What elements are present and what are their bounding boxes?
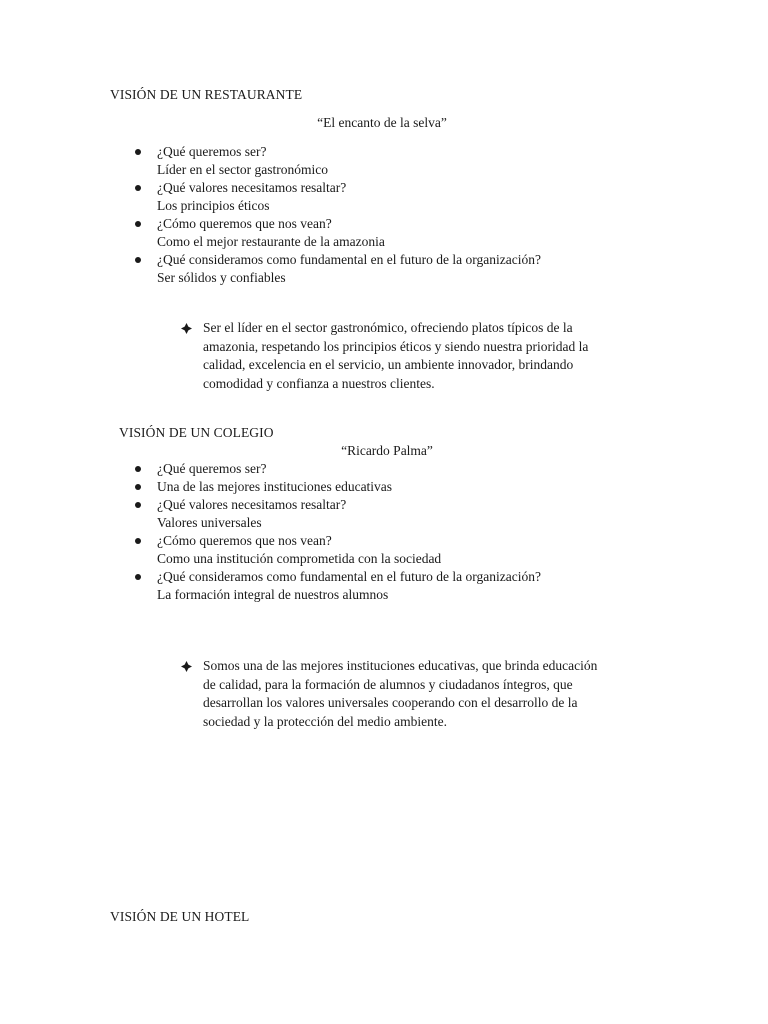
restaurant-subtitle: “El encanto de la selva” (317, 115, 447, 130)
restaurant-vision-paragraph: Ser el líder en el sector gastronómico, ofreciendo platos típicos de la amazonia, respetando los principios éticos y siendo nuestra prioridad la calidad, excelencia en el servicio, un ambiente innovador, brindando comodidad y confianza a nuestros clientes. (203, 319, 588, 393)
diamond-bullet-icon (181, 323, 192, 334)
list-item: ¿Cómo queremos que nos vean? Como una institución comprometida con la sociedad (157, 532, 541, 568)
list-item: ¿Qué consideramos como fundamental en el futuro de la organización? Ser sólidos y confiables (157, 251, 541, 287)
list-item: ¿Qué queremos ser? Líder en el sector gastronómico (157, 143, 541, 179)
school-question-list (157, 460, 541, 604)
school-vision-paragraph: Somos una de las mejores instituciones educativas, que brinda educación de calidad, para la formación de alumnos y ciudadanos íntegros, que desarrollan los valores universales cooperando con el desarrollo de la sociedad y la protección del medio ambiente. (203, 657, 597, 731)
bullet-icon (135, 466, 141, 472)
restaurant-heading: VISIÓN DE UN RESTAURANTE (110, 87, 303, 102)
restaurant-question-list (157, 143, 541, 287)
list-item: ¿Cómo queremos que nos vean? Como el mejor restaurante de la amazonia (157, 215, 541, 251)
list-item: ¿Qué valores necesitamos resaltar? Valores universales (157, 496, 541, 532)
list-item: Una de las mejores instituciones educativas (157, 478, 541, 496)
hotel-heading: VISIÓN DE UN HOTEL (110, 909, 250, 924)
bullet-icon (135, 484, 141, 490)
school-heading: VISIÓN DE UN COLEGIO (119, 425, 274, 440)
bullet-icon (135, 257, 141, 263)
bullet-icon (135, 221, 141, 227)
list-item: ¿Qué consideramos como fundamental en el futuro de la organización? La formación integral de nuestros alumnos (157, 568, 541, 604)
bullet-icon (135, 149, 141, 155)
diamond-bullet-icon (181, 661, 192, 672)
list-item: ¿Qué queremos ser? (157, 460, 541, 478)
bullet-icon (135, 538, 141, 544)
bullet-icon (135, 574, 141, 580)
list-item: ¿Qué valores necesitamos resaltar? Los principios éticos (157, 179, 541, 215)
bullet-icon (135, 185, 141, 191)
bullet-icon (135, 502, 141, 508)
school-subtitle: “Ricardo Palma” (341, 443, 433, 458)
